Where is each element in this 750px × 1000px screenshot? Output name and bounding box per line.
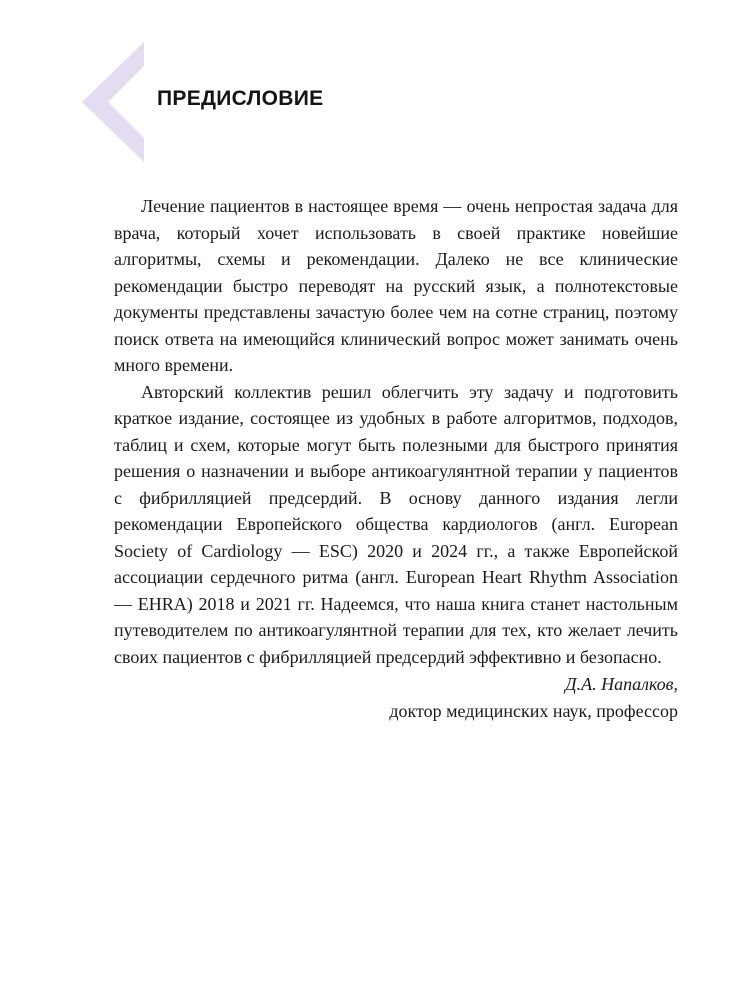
- page-title: ПРЕДИСЛОВИЕ: [157, 87, 324, 110]
- chevron-left-icon: [82, 42, 144, 162]
- author-title: доктор медицинских наук, профессор: [389, 700, 678, 721]
- paragraph-1: Лечение пациентов в настоящее время — очень непростая задача для врача, который хочет использовать в своей практике новейшие алгоритмы, схемы и рекомендации. Далеко не все клинические рекомендации быстро переводят на русский язык, а полнотекстовые документы представлены зачастую более чем на сотне страниц, поэтому поиск ответа на имеющийся клинический вопрос может занимать очень много времени.: [114, 196, 678, 375]
- author-name: Д.А. Напалков,: [565, 674, 678, 694]
- signature-block: [114, 671, 678, 724]
- paragraph-2: Авторский коллектив решил облегчить эту задачу и подготовить краткое издание, состоящее из удобных в работе алгоритмов, подходов, таблиц и схем, которые могут быть полезными для быстрого принятия решения о назначении и выборе антикоагулянтной терапии у пациентов с фибрилляцией предсердий. В основу данного издания легли рекомендации Европейского общества кардиологов (англ. European Society of Cardiology — ESC) 2020 и 2024 гг., а также Европейской ассоциации сердечного ритма (англ. European Heart Rhythm Association — EHRA) 2018 и 2021 гг. Надеемся, что наша книга станет настольным путеводителем по антикоагулянтной терапии для тех, кто желает лечить своих пациентов с фибрилляцией предсердий эффективно и безопасно.: [114, 381, 678, 667]
- preface-body: [114, 193, 678, 724]
